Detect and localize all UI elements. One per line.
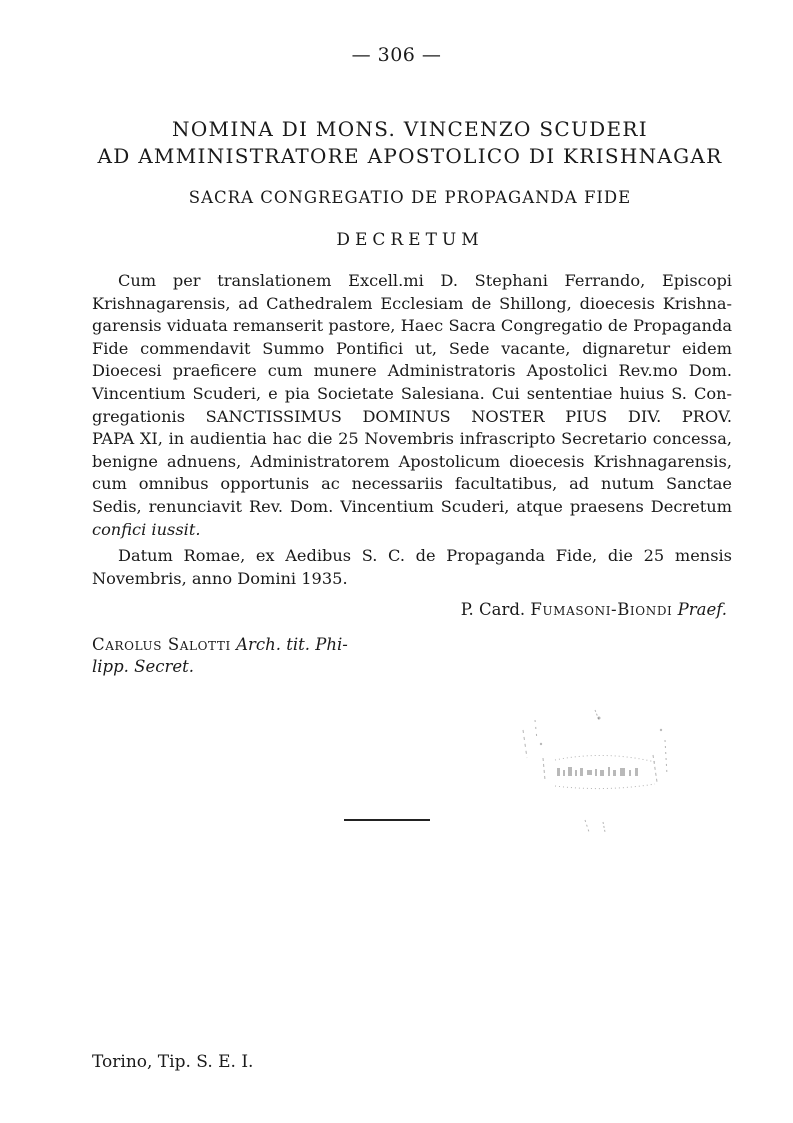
closing-rule xyxy=(344,819,430,821)
signature-name: Fumasoni-Biondi xyxy=(530,600,673,619)
decree-heading: DECRETUM xyxy=(336,230,484,250)
secretary-name: Carolus Salotti xyxy=(92,635,231,654)
decree-paragraph xyxy=(92,270,732,541)
page-number: — 306 — xyxy=(351,44,442,66)
paragraph-line: Sedis, renunciavit Rev. Dom. Vincentium Scuderi, atque praesens Decretum xyxy=(92,496,732,516)
paragraph-line: Dioecesi praeficere cum munere Administratoris Apostolici Rev.mo Dom. xyxy=(92,361,732,381)
document-title-line-1: NOMINA DI MONS. VINCENZO SCUDERI xyxy=(172,117,648,141)
paragraph-line: cum omnibus opportunis ac necessariis facultatibus, ad nutum Sanctae xyxy=(92,474,732,494)
date-paragraph xyxy=(92,545,732,590)
signature-prefix: P. Card. xyxy=(460,600,526,619)
paragraph-line: Cum per translationem Excell.mi D. Stephani Ferrando, Episcopi xyxy=(118,271,732,290)
issuing-body: SACRA CONGREGATIO DE PROPAGANDA FIDE xyxy=(188,188,632,207)
secretary-title-line-2: lipp. Secret. xyxy=(92,657,195,676)
paragraph-last-line: Novembris, anno Domini 1935. xyxy=(92,568,348,588)
document-title-line-2: AD AMMINISTRATORE APOSTOLICO DI KRISHNAGAR xyxy=(97,144,723,168)
paragraph-line: garensis viduata remanserit pastore, Haec Sacra Congregatio de Propaganda xyxy=(92,316,732,336)
secretary-title-line-1: Arch. tit. Phi- xyxy=(236,635,348,654)
cardinal-signature xyxy=(461,600,727,619)
paragraph-line: PAPA XI, in audientia hac die 25 Novembris infrascripto Secretario concessa, xyxy=(92,429,732,449)
paragraph-last-line: confici iussit. xyxy=(92,519,201,539)
printer-imprint: Torino, Tip. S. E. I. xyxy=(92,1052,254,1072)
signature-title: Praef. xyxy=(677,600,727,619)
paragraph-line: Datum Romae, ex Aedibus S. C. de Propaganda Fide, die 25 mensis xyxy=(118,546,732,565)
paragraph-line: Krishnagarensis, ad Cathedralem Ecclesiam de Shillong, dioecesis Krishna- xyxy=(92,293,732,313)
paragraph-line: benigne adnuens, Administratorem Apostolicum dioecesis Krishnagarensis, xyxy=(92,451,732,471)
paragraph-line: Fide commendavit Summo Pontifici ut, Sede vacante, dignaretur eidem xyxy=(92,338,732,358)
secretary-signature xyxy=(92,634,412,678)
paragraph-line: gregationis SANCTISSIMUS DOMINUS NOSTER PIUS DIV. PROV. xyxy=(92,406,732,426)
paragraph-line: Vincentium Scuderi, e pia Societate Salesiana. Cui sententiae huius S. Con- xyxy=(92,383,732,403)
library-stamp-mark xyxy=(515,700,685,850)
